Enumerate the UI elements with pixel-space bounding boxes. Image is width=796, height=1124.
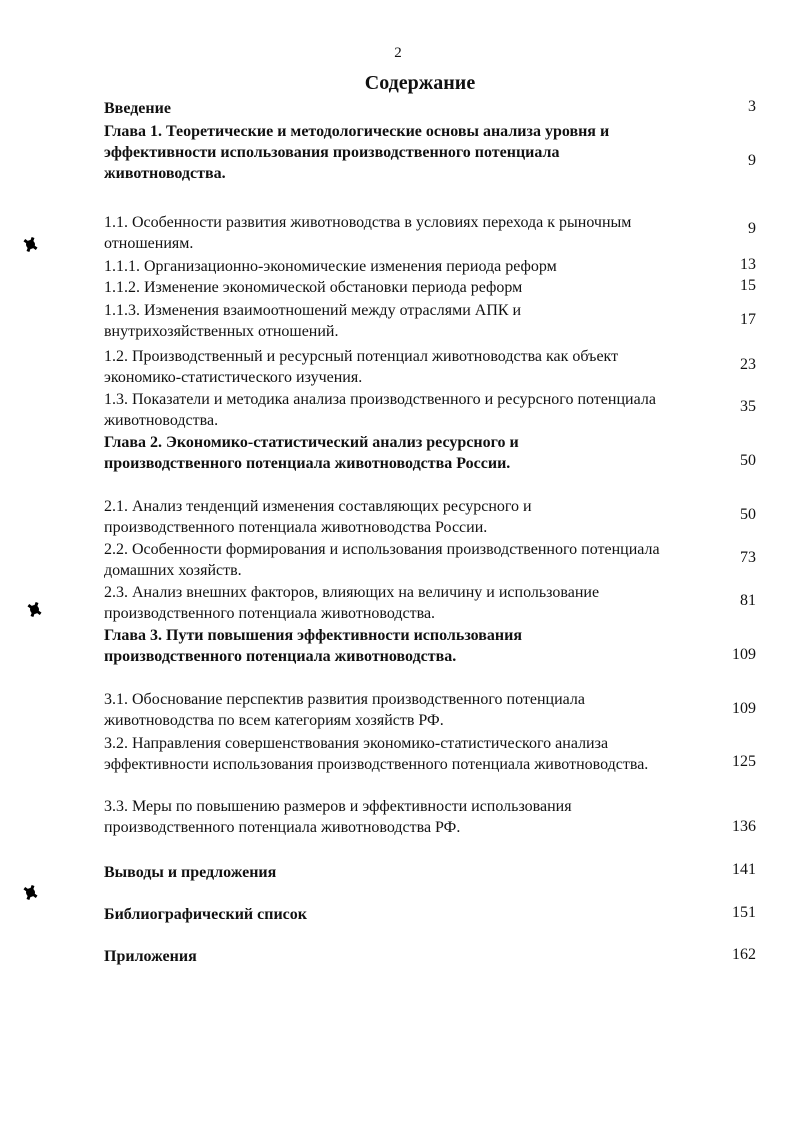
toc-entry-2-1: 2.1. Анализ тенденций изменения составляющих ресурсного и производственного потенциала животноводства России. (104, 498, 532, 536)
toc-page-2-2: 73 (740, 549, 756, 566)
toc-page-2-3: 81 (740, 592, 756, 609)
toc-page-chapter-2: 50 (740, 452, 756, 469)
toc-entry-3-3: 3.3. Меры по повышению размеров и эффективности использования производственного потенциала животноводства РФ. (104, 798, 572, 836)
page-title: Содержание (364, 72, 476, 94)
toc-entry-1-1-1: 1.1.1. Организационно-экономические изменения периода реформ (104, 258, 557, 275)
toc-page-1-1-1: 13 (740, 256, 756, 273)
toc-page-1-2: 23 (740, 356, 756, 373)
toc-page-1-1-2: 15 (740, 277, 756, 294)
toc-page-2-1: 50 (740, 506, 756, 523)
toc-entry-2-3: 2.3. Анализ внешних факторов, влияющих на величину и использование производственного потенциала животноводства. (104, 584, 600, 622)
toc-entry-chapter-3: Глава 3. Пути повышения эффективности использования производственного потенциала животноводства. (104, 627, 523, 665)
toc-page-3-1: 109 (732, 700, 756, 717)
toc-entry-1-1: 1.1. Особенности развития животноводства в условиях перехода к рыночным отношениям. (104, 214, 632, 252)
toc-entry-1-3: 1.3. Показатели и методика анализа производственного и ресурсного потенциала животноводства. (104, 391, 656, 429)
toc-page-chapter-1: 9 (748, 152, 756, 169)
scan-speck (30, 605, 39, 614)
toc-page-intro: 3 (748, 98, 756, 115)
toc-entry-intro: Введение (104, 100, 171, 117)
toc-entry-bibliography: Библиографический список (104, 906, 307, 923)
toc-entry-3-1: 3.1. Обоснование перспектив развития производственного потенциала животноводства по всем категориям хозяйств РФ. (104, 691, 585, 729)
toc-page-1-3: 35 (740, 398, 756, 415)
toc-page-appendices: 162 (732, 946, 756, 963)
toc-entry-2-2: 2.2. Особенности формирования и использования производственного потенциала домашних хозяйств. (104, 541, 660, 579)
toc-entry-1-2: 1.2. Производственный и ресурсный потенциал животноводства как объект экономико-статистического изучения. (104, 348, 619, 386)
toc-page-conclusions: 141 (732, 861, 756, 878)
toc-entry-1-1-3: 1.1.3. Изменения взаимоотношений между отраслями АПК и внутрихозяйственных отношений. (104, 302, 522, 340)
toc-entry-1-1-2: 1.1.2. Изменение экономической обстановки периода реформ (104, 279, 523, 296)
toc-page-3-2: 125 (732, 753, 756, 770)
toc-page-3-3: 136 (732, 818, 756, 835)
scan-speck (26, 888, 35, 897)
toc-page-chapter-3: 109 (732, 646, 756, 663)
toc-entry-conclusions: Выводы и предложения (104, 864, 277, 881)
toc-entry-appendices: Приложения (104, 948, 197, 965)
toc-entry-chapter-1: Глава 1. Теоретические и методологические основы анализа уровня и эффективности использования производственного потенциала животноводства. (104, 123, 610, 182)
page-number: 2 (394, 45, 402, 61)
scan-speck (26, 240, 35, 249)
toc-page-1-1: 9 (748, 220, 756, 237)
toc-page-1-1-3: 17 (740, 311, 756, 328)
toc-page-bibliography: 151 (732, 904, 756, 921)
toc-entry-3-2: 3.2. Направления совершенствования экономико-статистического анализа эффективности использования производственного потенциала животноводства. (104, 735, 649, 773)
toc-entry-chapter-2: Глава 2. Экономико-статистический анализ ресурсного и производственного потенциала животноводства России. (104, 434, 519, 472)
